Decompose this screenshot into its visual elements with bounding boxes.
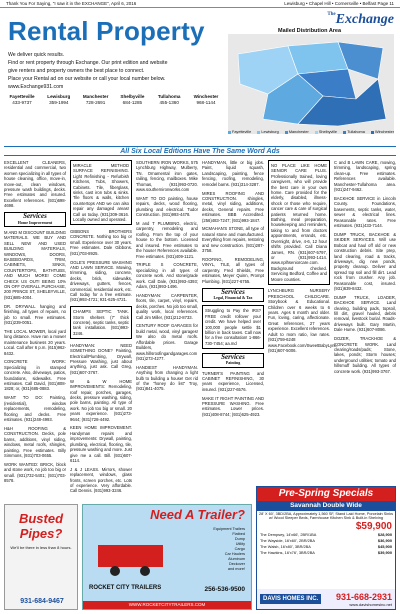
legend-item: Shelbyville	[315, 130, 337, 134]
featured-price: $59,900	[355, 521, 392, 532]
intro-line: give renters and property owners the best place to connect.	[8, 68, 145, 75]
busted-pipes-ad	[4, 504, 78, 610]
intro-text	[8, 52, 226, 92]
legend-item: Winchester	[371, 130, 394, 134]
list-item: HANDYMAN: CARPENTER, floors, tile, carpet, vinyl, repairs, decks, porches. No job too small, quality work, local references. Call Jim Miller, (931)212-8733.	[136, 292, 198, 320]
ad-subtitle: We'll be there in less than 8 hours.	[10, 545, 72, 550]
legend-item: Tullahoma	[343, 130, 365, 134]
list-item: The Dempsey, 14'x66', 2BR/1BA $28,900	[260, 532, 392, 537]
list-item: W & W HOME IMPROVEMENTS: Remodeling, roof repair, porches, garages, decks, pressure washing, siding, pole barns, painting. All type of work. No job too big or small. 20 years experience. (931)273-9644; (931)728-4492.	[70, 378, 132, 422]
list-item: CHAMPS SEPTIC TANK. Storm shelters (7' thick concrete), septic tanks, septic tank installation. (931)993-3246.	[70, 306, 132, 339]
list-item: DR. DRYWALL hanging and finishing, all types of repairs, no job to small. Free estimates. (931)239-0051.	[4, 303, 66, 325]
page-topbar	[0, 0, 400, 8]
list-item: OGLE'S PRESSURE WASHING AND LAWN SERVICE. Mowing, trimming, siding, concrete, decks, brick, sidewalks, driveways, gutters, fences, commercial, residential work, etc. Call today for a free estimate. (931)993-4721; 931-625-4721.	[70, 259, 132, 303]
prespring-ad	[256, 486, 396, 610]
intro-line: Find or rent property through Exchange. Our print edition and website	[8, 60, 168, 67]
exchange-logo: $^{The}$Exchange	[327, 12, 394, 27]
map-legend	[228, 130, 394, 134]
ad-subtitle: Savannah Double Wide	[257, 501, 395, 511]
list-item: DOZER, TRACKHOE & CONCRETE WORK. Land clearing/roads/pads; Stone, lakes, ponds; Storm houses; underground utilities; tomato and hillsmuff building. All types of concrete work. (931)993-3767.	[334, 336, 396, 374]
intro-line: We deliver quick results.	[8, 52, 65, 58]
list-item: Struggling to Pay the IRS? FREE credit rollover your credit. We have helped over 100,000 people settle $1 billion in back taxes. Call now for a free consultation! 1-866-730-7454; aa.md	[202, 305, 264, 349]
column-2	[70, 160, 132, 497]
ad-website[interactable]: WWW.ROCKETCITYTRAILERS.COM	[83, 601, 251, 609]
section-header: Services Legal, Financial & Tax	[202, 288, 264, 303]
office-entry: Manchester 728-2691	[82, 94, 109, 105]
trailer-brand: ROCKET CITY TRAILERS	[89, 585, 162, 591]
office-entry: Lewisburg 359-1994	[47, 94, 71, 105]
list-item: HANDYMAN, little or big jobs. Paint, liquid squash, Landscaping, painting, fence fencing, roofing, remodeling, remodel barns. (931)314-3287.	[202, 160, 264, 187]
list-item: CONCRETE WORK: Specializing in stamped concrete. Also, driveways, patios, foundations, sidewalks. Free estimates. Call David, (931)808-1828; or, (931)685-0883.	[4, 359, 66, 392]
ad-phone[interactable]: 256-536-9500	[204, 586, 245, 593]
list-item: EXCELLENT CLEANERS, residential and commercial, two women specializing in all types of house cleaning, office, move-in, move-out, clean windows, pressure wash buildings, decks. Free estimates and insured. Excellent references. (931)698-4698.	[4, 160, 66, 209]
list-item: MCMAHAN'S STONE, all type of natural stone and manufactured. Everything from repairs, restoring and new construction. (931)287-3758.	[202, 226, 264, 254]
list-item: WANT TO DO painting, house repairs, decks, wood flooring, plumbing and electrical. Tudor Construction. (931)993-4478.	[136, 195, 198, 218]
office-phones	[4, 94, 224, 105]
trailer-icon	[93, 539, 173, 579]
list-item: M and T PLUMBING, electric, carpentry, remodeling and roofing. From the top of your house to the bottom. Licensed and insured. Free estimates to the house! References available. Free estimates. (931)409-1121.	[136, 221, 198, 259]
website-link[interactable]: www.Exchange931.com	[8, 84, 64, 91]
topbar-left: Thank You For Saying, "I saw it in the EXCHANGE", April 6, 2016	[6, 1, 137, 6]
list-item: The Hawkins, 16'x76', 3BR/2BA $39,900	[260, 550, 392, 555]
column-3	[136, 160, 198, 395]
list-item: HANDYMAN: NEED SOMETHING DONE? Painting, Electrical/Plumbing, Drywall, Pressure Washing, just about anything, just ask. Call Greg, (931)607-3767.	[70, 342, 132, 375]
section-header: Services Painting	[202, 353, 264, 368]
list-item: MIRES ROOFING AND CONSTRUCTION. shingles, metal, vinyl siding, additions, decks, General repairs. Free estimates. BBB Accredited. (256)483-7247; (931)993-1847.	[202, 190, 264, 223]
list-item: NO PLACE LIKE HOME SENIOR CARE PLUS. Professionally trained, loving caregivers, who will provide the best care in your own home. Care provided for the elderly, disabled, illness-shock or those who require, cancer care & care of surgical patients returned home. Bathing, meal preparation, housekeeping and reminders, taking to and from doctors appointments, errands, etc. Overnight, drive, 4-6, 12 hour shifts provided. Call Diana James, RN. (931)607-5797, or (931)993-1414. www.nplhseniorcare.com. Background checked. Servicing Bedford, Coffee and Moore counties.	[268, 160, 330, 285]
list-item: TRIPLE S CONCRETE, specializing in all types of concrete work. And stone/grade work. Call Dale, (931)993-4393; Adam, (931)993-1496.	[136, 262, 198, 290]
ad-phone[interactable]: 931-668-2931	[335, 591, 392, 602]
davis-logo: DAVIS HOMES INC.	[260, 594, 321, 604]
list-item: WANT TO DO: Painting, (residential), window replacements, remodeling, flooring and decks. Free estimates. (931)248-4993.	[4, 395, 66, 422]
column-6	[334, 160, 396, 378]
map-title: Mailed Distribution Area	[278, 28, 342, 34]
ad-title: Busted Pipes?	[18, 511, 64, 541]
page-title: Rental Property	[8, 16, 205, 46]
section-header: Services Home Improvement	[4, 212, 66, 227]
list-item: TURNER'S PAINTING and CABINET REFINISHING, 30 years experience, Licensed, insured. (931)227-6576.	[202, 370, 264, 392]
ad-website[interactable]: www.davishomesinc.net	[349, 601, 392, 607]
ad-phone[interactable]: 931-684-9467	[20, 598, 64, 605]
list-item: C and B LAWN CARE, mowing, trimming, landscaping, spring clean-up. Free estimates. References available. Manchester-Tullahoma area. (931)247-9462.	[334, 160, 396, 193]
list-item: J & J LEASS. Mirrors, shower replacement, windows, glass fronts, screen porches, etc. Lots of experience. Very affordable. Call Dennis. (931)993-3246.	[70, 466, 132, 494]
legend-item: Manchester	[285, 130, 309, 134]
office-entry: Fayetteville 433-9737	[9, 94, 35, 105]
ad-description: 28' X 60', 3BD/2BA, Approximately 1,560 SF, Stand Laid Home, Porcelain Sinks w/ Wood Sleeper Beds, Farmhouse Kitchen Sink & Built-in Shelving	[259, 512, 393, 520]
column-5	[268, 160, 338, 357]
list-item: The Wayside, 16'x60', 2BR/2BA $36,900	[260, 538, 392, 543]
list-item: M AND M DISCOUNT BUILDING MATERIALS. WE BUY AND SELL NEW AND USED BUILDING MATERIALS, WINDOWS, DOORS, BASEBOARDS, TRIM, CABINETS, SINKS, COUNTERTOPS, BATHTUBS, AND MUCH MORE! COME CHECK US OUT! BEING 10% ON OFF OVERALL PURCHASE, 200 PRINCE ST, SHELBYVILLE, (931)685-4004.	[4, 229, 66, 300]
distribution-map	[228, 12, 394, 144]
list-item: MAKE IT RIGHT PAINTING AND PRESSURE WASHING. Free estimates. Lower prices. (931)408-8744; (931)625-4923.	[202, 395, 264, 417]
list-item: DUMP TRUCK, LOADER, BACKHOE SERVICE. Land clearing, building pads, topsoil, fill dirt, gravel hauled, debris removal, livestock burial. Roads-driveways built. Gary Martin, Dale Hume. (931)607-8086.	[334, 294, 396, 333]
ad-title: Need A Trailer?	[150, 507, 245, 522]
editions-banner: All Six Local Editions Have The Same Word Ads	[4, 146, 396, 156]
topbar-right: Lewisburg • Chapel Hill • Cornersville • Belfast Page 11	[284, 1, 394, 6]
ad-footer	[257, 589, 395, 609]
legend-item: Fayetteville	[228, 130, 251, 134]
list-item: H&H ROOFING & CONSTRUCTION. Decks, pole barns, additions, vinyl siding, windows, metal roofs, shingles, painting. Free estimates. Billy Simmons, (931)703-0655.	[4, 425, 66, 458]
list-item: HANDIEST HANDYMAN. Anything from changing a light bulb to building a house! Get rid of the "honey do list" Troy, (931)841-4075.	[136, 364, 198, 392]
intro-line: Place your Rental ad on our website or call your local number below.	[8, 76, 166, 83]
list-item: CENTURY ROOF GARAGES for build metal, wood, vinyl garages! We also do metal roofs. Affordable prices. Garage Builders, www.hillsroofingandgarages.com (931)273-4277.	[136, 323, 198, 361]
list-item: KEEN HOME IMPROVEMENT. Handyman repairs and improvements: Drywall, painting, plumbing, electrical, flooring, tile, pressure washing and more. Just give me a call. Bill. (931)607-6114.	[70, 425, 132, 463]
column-1	[4, 160, 66, 487]
ad-title: Pre-Spring Specials	[257, 487, 395, 501]
list-item: BACKHOE SERVICE in Lincoln County. Foundations, basements, septic tanks, water, sewer & electrical lines. Reasonable rates. Free estimates. (931)433-7144.	[334, 195, 396, 228]
column-4	[202, 160, 264, 421]
list-item: GIBBONS BROTHERS CONCRETE. Nothing too big or small. Experience over 30 years. Free estimates. Dale Gibbons. (931)703-8925.	[70, 228, 132, 256]
list-item: ROOFING, REMODELING, VINYL, TILE, all types of carpentry. Fred Shields, Free estimates, Meyer Quinn, Prompt Plumbing. (931)227-6755.	[202, 257, 264, 284]
list-item: The Walsh, 16'x80', 3BR/2BA $45,900	[260, 544, 392, 549]
office-entry: Shelbyville 684-1285	[120, 94, 145, 105]
office-entry: Tullahoma 455-1360	[157, 94, 181, 105]
trailer-list: Equipment Trailers Flatbed Dump Utility Cargo Car Haulers Aluminum Deckover and more!	[213, 527, 245, 571]
map-graphic	[228, 34, 394, 134]
list-item: THE LOCAL MOWER, local yard long distance. Have ran a mower maintenance business 20 years. Local. Call after 6 p.m. (615)962-8432.	[4, 328, 66, 356]
trailer-ad	[82, 504, 252, 610]
list-item: DUMP TRUCK, BACKHOE & SKIDER SERVICES. Will use Bobcat and haul off old or new construction debris. Site prep, land clearing, road & tracks, driveways, dig new ponds, property cleanup. Deliver and spread top soil and fill dirt. Lead rock from crusher. Any job. Reasonable cost, insured. (931)639-8432.	[334, 231, 396, 291]
list-item: MIRACLE METHOD SURFACE REFINISHING. Light Refinishing - Refurbish Kitchens, Tubs, Showers, Cabinets. Tile, fiberglass, sinks, cast iron tubs & sinks. Tile floors & walls, kitchen countertops AND we can also repair any damaged areas! Call us today. (931)309-3616. Locally owned and operated.	[70, 160, 132, 225]
list-item: WORK WANTED: BRICK, block and stone work, no job too big or small. (931)732-5401; (931)703-8578.	[4, 461, 66, 484]
list-item: LYNCHBURG NURSERY PRESCHOOL CHILDCARE. Storybook & Educational. Children over 6 weeks to 6 years. Ages 6 month and older. Fun, loving, caring, affectionate. Great references, 27 years experience. Excellent references. Adult to mom ratio, low rates. (931)759-6248 www.Facebook.com/SweetBabyLync. (931)607-5006.	[268, 288, 338, 353]
list-item: SOUTHERN IRON WORKS, 575 Lynchburg Highway, Mulberry, TN. Ornamental iron gates, railing, fencing, mailboxes. Mike Thomas, (931)993-0720. www.southernironworks.com	[136, 160, 198, 193]
office-entry: Winchester 968-1144	[193, 94, 219, 105]
legend-item: Lewisburg	[257, 130, 278, 134]
